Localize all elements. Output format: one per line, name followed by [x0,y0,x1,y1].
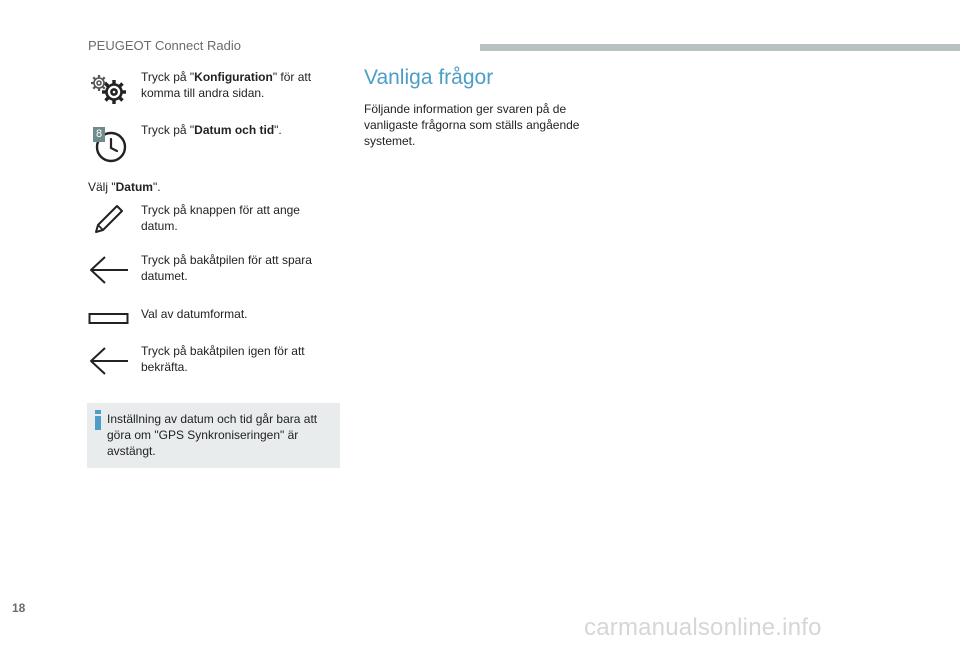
back-arrow-icon [88,255,130,285]
select-text-bold: Datum [115,180,153,194]
info-note-text: Inställning av datum och tid går bara att göra om "GPS Synkroniseringen" är avstängt. [107,412,318,458]
pencil-icon [90,203,126,237]
step-text-prefix: Tryck på " [141,123,195,137]
step-back-save-text: Tryck på bakåtpilen för att spara datumet. [141,253,312,283]
select-text-prefix: Välj " [88,180,116,194]
info-icon [94,410,102,430]
select-date-line [88,179,161,195]
section-intro-text: Följande information ger svaren på de vanligaste frågorna som ställs angående systemet. [364,102,580,148]
step-back-confirm-text: Tryck på bakåtpilen igen för att bekräfta. [141,344,305,374]
step-text-suffix: " för att komma till andra sidan. [141,70,312,100]
step-text-prefix: Tryck på " [141,70,195,84]
header-divider-bar [480,44,960,51]
rectangle-icon [88,312,130,326]
step-format-text: Val av datumformat. [141,307,248,321]
step-text-bold: Datum och tid [194,123,275,137]
watermark-text: carmanualsonline.info [584,614,822,641]
step-number-badge: 8 [93,127,105,142]
section-title: Vanliga frågor [364,66,494,89]
step-date-time-text [141,122,341,138]
step-pencil-text: Tryck på knappen för att ange datum. [141,203,300,233]
step-configuration-text [141,69,341,101]
back-arrow-icon [88,346,130,376]
running-header-title: PEUGEOT Connect Radio [88,38,241,53]
page-number: 18 [12,601,26,615]
step-text-bold: Konfiguration [194,70,273,84]
gear-settings-icon [88,70,128,106]
step-text-suffix: ". [274,123,282,137]
select-text-suffix: ". [152,180,161,194]
